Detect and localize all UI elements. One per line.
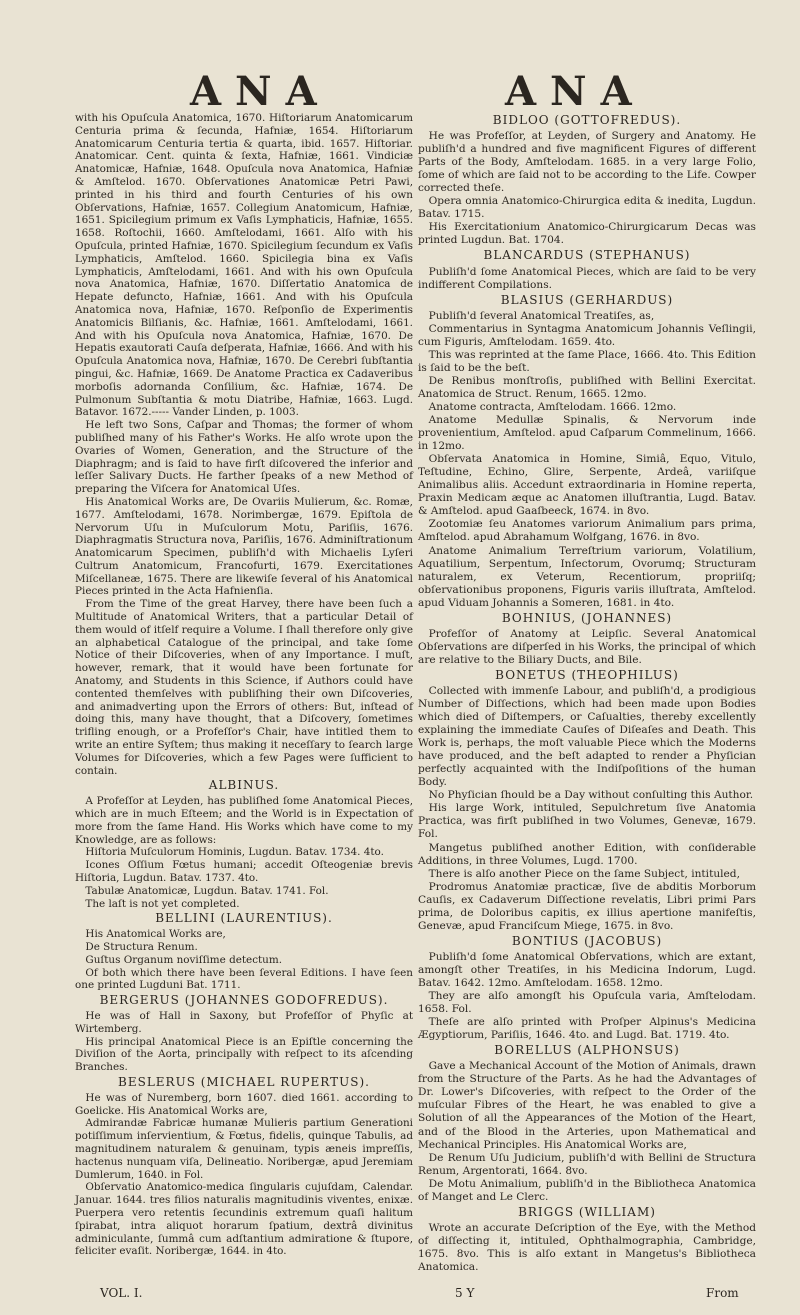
paragraph: His Anatomical Works are,	[85, 928, 226, 941]
paragraph: There is alſo another Piece on the ſame Subject, intituled,	[428, 867, 740, 880]
paragraph: De Motu Animalium, publiſh'd in the Bibliotheca Anatomica of Manget and Le Clerc.	[418, 1177, 756, 1203]
paragraph: A Profeſſor at Leyden, has publiſhed ſome Anatomical Pieces, which are in much Eſteem; and the World is in Expectation of more from the ſame Hand. His Works which have come to my Knowledge, are as follows:	[75, 795, 413, 846]
entry-heading: BONETUS (THEOPHILUS)	[495, 667, 679, 682]
paragraph: Obſervatio Anatomico-medica ſingularis cujuſdam, Calendar. Januar. 1644. tres filios naturalis magnitudinis viventes, enixæ. Puerpera vero retentis ſecundinis extremum quaſi halitum ſpirabat, intra aliquot horarum ſpatium, dextrâ divinitus adminiculante, ſummâ cum adſtantium admiratione & ſtupore, feliciter evaſit. Noribergæ, 1644. in 4to.	[75, 1181, 413, 1258]
paragraph: He was of Hall in Saxony, but Profeſſor of Phyſic at Wirtemberg.	[75, 1009, 413, 1035]
entry-heading: BONTIUS (JACOBUS)	[511, 933, 663, 948]
paragraph: Wrote an accurate Deſcription of the Eye, with the Method of diſſecting it, intituled, Ophthalmographia, Cambridge, 1675. 8vo. This is alſo extant in Mangetus's Bibliotheca Anatomica.	[418, 1221, 756, 1273]
paragraph: He was of Nuremberg, born 1607. died 1661. according to Goelicke. His Anatomical Works are,	[75, 1091, 413, 1117]
paragraph: Guſtus Organum noviſſime detectum.	[85, 953, 283, 966]
paragraph: Of both which there have been ſeveral Editions. I have ſeen one printed Lugduni Bat. 1711.	[75, 966, 413, 992]
paragraph: Collected with immenſe Labour, and publiſh'd, a prodigious Number of Diſſections, which had been made upon Bodies which died of Diſtempers, or Caſualties, thereby excellently explaining the immediate Cauſes of Diſeaſes and Death. This Work is, perhaps, the moſt valuable Piece which the Moderns have produced, and the beſt adapted to render a Phyſician perfectly acquainted with the Indiſpoſitions of the human Body.	[418, 684, 756, 789]
paragraph: From the Time of the great Harvey, there have been ſuch a Multitude of Anatomical Writers, that a particular Detail of them would of itſelf require a Volume. I ſhall therefore only give an alphabetical Catalogue of the principal, and take ſome Notice of their Diſcoveries, when of any Importance. I muſt, however, remark, that it would have been fortunate for Anatomy, and Students in this Science, if Authors could have contented themſelves with publiſhing their own Diſcoveries, and animadverting upon the Errors of others: But, inſtead of doing this, many have thought, that a Diſcovery, ſometimes trifling enough, or a Profeſſor's Chair, have intitled them to write an entire Syſtem; thus making it neceſſary to ſearch large Volumes for Diſcoveries, which a few Pages were ſufficient to contain.	[75, 598, 413, 777]
paragraph: This was reprinted at the ſame Place, 1666. 4to. This Edition is ſaid to be the beſt.	[418, 348, 756, 374]
paragraph: Zootomiæ ſeu Anatomes variorum Animalium pars prima, Amſtelod. apud Abrahamum Wolfgang, 1676. in 8vo.	[418, 518, 756, 544]
paragraph: Gave a Mechanical Account of the Motion of Animals, drawn from the Structure of the Parts. As he had the Advantages of Dr. Lower's Diſcoveries, with reſpect to the Order of the muſcular Fibres of the Heart, he was enabled to give a Solution of all the Appearances of the Motion of the Heart, and of the Blood in the Arteries, upon Mathematical and Mechanical Principles. His Anatomical Works are,	[418, 1060, 756, 1151]
paragraph: He left two Sons, Caſpar and Thomas; the former of whom publiſhed many of his Father's Works. He alſo wrote upon the Ovaries of Women, Generation, and the Structure of the Diaphragm; and is ſaid to have firſt diſcovered the inferior and leſſer Salivary Ducts. He farther ſpeaks of a new Method of preparing the Viſcera for Anatomical Uſes.	[75, 419, 413, 496]
paragraph: De Renibus monſtroſis, publiſhed with Bellini Exercitat. Anatomica de Struct. Renum, 1665. 12mo.	[418, 374, 756, 400]
catchword: From	[706, 1286, 739, 1300]
entry-heading: BLANCARDUS (STEPHANUS)	[483, 248, 691, 263]
entry-heading: BELLINI (LAURENTIUS).	[155, 911, 333, 926]
paragraph: He was Profeſſor, at Leyden, of Surgery and Anatomy. He publiſh'd a hundred and five magnificent Figures of different Parts of the Body, Amſtelodam. 1685. in a very large Folio, ſome of which are ſaid not to be according to the Life. Cowper corrected theſe.	[418, 130, 756, 195]
paragraph: Mangetus publiſhed another Edition, with conſiderable Additions, in three Volumes, Lugd. 1700.	[418, 841, 756, 867]
entry-heading: BRIGGS (WILLIAM)	[518, 1204, 656, 1219]
volume-label: VOL. I.	[100, 1286, 143, 1300]
paragraph: Tabulæ Anatomicæ, Lugdun. Batav. 1741. Fol.	[85, 884, 329, 897]
paragraph: His large Work, intituled, Sepulchretum ſive Anatomia Practica, was firſt publiſhed in two Volumes, Genevæ, 1679. Fol.	[418, 802, 756, 841]
entry-heading: BIDLOO (GOTTOFREDUS).	[492, 113, 682, 127]
paragraph: Anatome Animalium Terreſtrium variorum, Volatilium, Aquatilium, Serpentum, Inſectorum, Ovorumq; Structuram naturalem, ex Veterum, Recentiorum, propriiſq; obſervationibus proponens, Figuris variis illuſtrata, Amſtelod. apud Viduam Johannis a Someren, 1681. in 4to.	[418, 544, 756, 609]
entry-heading: BESLERUS (MICHAEL RUPERTUS).	[118, 1074, 370, 1089]
paragraph: De Structura Renum.	[85, 941, 198, 953]
entry-heading: BOHNIUS, (JOHANNES)	[501, 610, 673, 625]
right-column	[418, 112, 756, 1274]
entry-heading: ALBINUS.	[208, 778, 280, 793]
entry-heading: BERGERUS (JOHANNES GODOFREDUS).	[99, 993, 389, 1008]
paragraph: with his Opuſcula Anatomica, 1670. Hiſtoriarum Anatomicarum Centuria prima & ſecunda, Hafniæ, 1654. Hiſtoriarum Anatomicarum Centuria tertia & quarta, ibid. 1657. Hiſtoriar. Anatomicar. Cent. quinta & ſexta, Hafniæ, 1661. Vindiciæ Anatomicæ, Hafniæ, 1648. Opuſcula nova Anatomica, Hafniæ & Amſtelod. 1670. Obſervationes Anatomicæ Petri Pawi, printed in his third and fourth Centuries of his own Obſervations, Hafniæ, 1657. Collegium Anatomicum, Hafniæ, 1651. Spicilegium primum ex Vaſis Lymphaticis, Hafniæ, 1655. 1658. Roſtochii, 1660. Amſtelodami, 1661. Alſo with his Opuſcula, printed Hafniæ, 1670. Spicilegium ſecundum ex Vaſis Lymphaticis, Amſtelod. 1660. Spicilegia bina ex Vaſis Lymphaticis, Amſtelodami, 1661. And with his own Opuſcula nova Anatomica, Hafniæ, 1670. Diſſertatio Anatomica de Hepate defuncto, Hafniæ, 1661. And with his Opuſcula Anatomica nova, Hafniæ, 1670. Reſponſio de Experimentis Anatomicis Bilſianis, &c. Hafniæ, 1661. Amſtelodami, 1661. And with his Opuſcula nova Anatomica, Hafniæ, 1670. De Hepatis exautorati Cauſa deſperata, Hafniæ, 1666. And with his Opuſcula Anatomica nova, Hafniæ, 1670. De Cerebri ſubſtantia pingui, &c. Hafniæ, 1669. De Anatome Practica ex Cadaveribus morboſis adornanda Conſilium, &c. Hafniæ, 1674. De Pulmonum Subſtantia & motu Diatribe, Hafniæ, 1663. Lugd. Batavor. 1672.----- Vander Linden, p. 1003.	[75, 112, 413, 419]
paragraph: Publiſh'd ſome Anatomical Obſervations, which are extant, amongſt other Treatiſes, in his Medicina Indorum, Lugd. Batav. 1642. 12mo. Amſtelodam. 1658. 12mo.	[418, 950, 756, 989]
paragraph: They are alſo amongſt his Opuſcula varia, Amſtelodam. 1658. Fol.	[418, 990, 756, 1016]
paragraph: Publiſh'd ſeveral Anatomical Treatiſes, as,	[428, 309, 655, 322]
paragraph: Admirandæ Fabricæ humanæ Mulieris partium Generationi potiſſimum inſervientium, & Fœtus, fidelis, quinque Tabulis, ad magnitudinem naturalem & genuinam, typis æneis impreſſis, hactenus nunquam viſa, Delineatio. Noribergæ, apud Jeremiam Dumlerum, 1640. in Fol.	[75, 1117, 413, 1181]
paragraph: De Renum Uſu Judicium, publiſh'd with Bellini de Structura Renum, Argentorati, 1664. 8vo.	[418, 1151, 756, 1177]
running-head-right: ANA	[505, 68, 646, 115]
paragraph: Anatome Medullæ Spinalis, & Nervorum inde provenientium, Amſtelod. apud Caſparum Commelinum, 1666. in 12mo.	[418, 414, 756, 453]
paragraph: Icones Oſſium Fœtus humani; accedit Oſteogeniæ brevis Hiſtoria, Lugdun. Batav. 1737. 4to.	[75, 859, 413, 885]
paragraph: Profeſſor of Anatomy at Leipſic. Several Anatomical Obſervations are diſperſed in his Works, the principal of which are relative to the Biliary Ducts, and Bile.	[418, 627, 756, 666]
paragraph: Commentarius in Syntagma Anatomicum Johannis Veſlingii, cum Figuris, Amſtelodam. 1659. 4to.	[418, 322, 756, 348]
paragraph: Anatome contracta, Amſtelodam. 1666. 12mo.	[428, 400, 677, 413]
paragraph: Publiſh'd ſome Anatomical Pieces, which are ſaid to be very indifferent Compilations.	[418, 265, 756, 291]
paragraph: His principal Anatomical Piece is an Epiſtle concerning the Diviſion of the Aorta, principally with reſpect to its aſcending Branches.	[75, 1035, 413, 1074]
paragraph: Opera omnia Anatomico-Chirurgica edita & inedita, Lugdun. Batav. 1715.	[418, 195, 756, 221]
entry-heading: BLASIUS (GERHARDUS)	[500, 292, 674, 307]
paragraph: Obſervata Anatomica in Homine, Simiâ, Equo, Vitulo, Teſtudine, Echino, Glire, Serpente, Ardeâ, variiſque Animalibus aliis. Accedunt extraordinaria in Homine reperta, Praxin Medicam æque ac Anatomen illuſtrantia, Lugd. Batav. & Amſtelod. apud Gaaſbeeck, 1674. in 8vo.	[418, 453, 756, 518]
paragraph: His Anatomical Works are, De Ovariis Mulierum, &c. Romæ, 1677. Amſtelodami, 1678. Norimbergæ, 1679. Epiſtola de Nervorum Uſu in Muſculorum Motu, Pariſiis, 1676. Diaphragmatis Structura nova, Pariſiis, 1676. Adminiſtrationum Anatomicarum Specimen, publiſh'd with Michaelis Lyſeri Cultrum Anatomicum, Francofurti, 1679. Exercitationes Miſcellaneæ, 1675. There are likewiſe ſeveral of his Anatomical Pieces printed in the Acta Hafnienſia.	[75, 495, 413, 598]
signature-mark: 5 Y	[455, 1286, 475, 1300]
paragraph: The laſt is not yet completed.	[85, 897, 240, 910]
entry-heading: BORELLUS (ALPHONSUS)	[494, 1043, 680, 1058]
paragraph: Hiſtoria Muſculorum Hominis, Lugdun. Batav. 1734. 4to.	[85, 846, 384, 859]
paragraph: Theſe are alſo printed with Proſper Alpinus's Medicina Ægyptiorum, Pariſiis, 1646. 4to. and Lugd. Bat. 1719. 4to.	[418, 1016, 756, 1042]
paragraph: No Phyſician ſhould be a Day without conſulting this Author.	[428, 789, 754, 802]
paragraph: His Exercitationium Anatomico-Chirurgicarum Decas was printed Lugdun. Bat. 1704.	[418, 221, 756, 247]
paragraph: Prodromus Anatomiæ practicæ, ſive de abditis Morborum Cauſis, ex Cadaverum Diſſectione revelatis, Libri primi Pars prima, de Doloribus capitis, ex illius apertione manifeſtis, Genevæ, apud Franciſcum Miege, 1675. in 8vo.	[418, 880, 756, 932]
left-column	[75, 112, 413, 1258]
running-head-left: ANA	[190, 68, 331, 115]
